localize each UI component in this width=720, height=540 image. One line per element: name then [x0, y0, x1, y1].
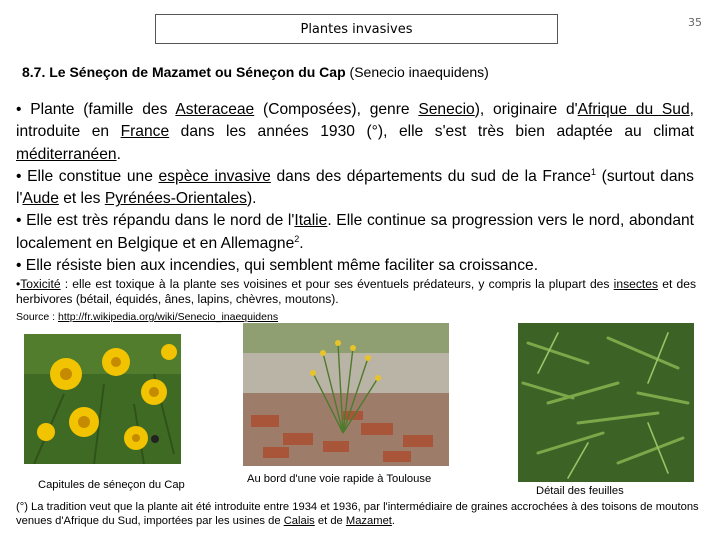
- text-run: (°) La tradition veut que la plante ait été introduite entre 1934 et 1936, par l'intermédiaire de graines accrochées à des toisons de moutons venues d'Afrique du Sud, importées par les usines de: [16, 501, 699, 527]
- bullet-origin: [16, 99, 694, 166]
- toxicity-note: [16, 277, 696, 307]
- section-title: [22, 64, 489, 80]
- page-number: 35: [688, 16, 702, 29]
- link-mediterraneen[interactable]: méditerranéen: [16, 145, 117, 163]
- caption-roadside: Au bord d'une voie rapide à Toulouse: [247, 473, 432, 485]
- text-run: ), originaire d': [474, 101, 578, 118]
- footnote-ref-2[interactable]: 2: [294, 233, 300, 244]
- text-run: • Elle constitue une: [16, 167, 159, 185]
- link-italie[interactable]: Italie: [294, 212, 328, 230]
- section-title-text: 8.7. Le Séneçon de Mazamet ou Séneçon du Cap: [22, 64, 346, 80]
- photo-leaves: [518, 323, 694, 482]
- text-run: et de: [314, 515, 346, 527]
- header-title: Plantes invasives: [300, 21, 413, 37]
- leaves-illustration: [518, 323, 694, 482]
- text-run: dans des départements du sud de la France: [270, 167, 591, 185]
- source-line: [16, 311, 278, 323]
- text-run: .: [116, 145, 121, 163]
- text-run: .: [391, 515, 396, 527]
- link-toxicite[interactable]: Toxicité: [20, 277, 61, 291]
- footnote: [16, 500, 710, 528]
- text-run: • Plante (famille des: [16, 101, 176, 118]
- text-run: (Composées), genre: [254, 101, 419, 118]
- bullet-italie: [16, 210, 694, 255]
- link-afrique-du-sud[interactable]: Afrique du Sud: [577, 101, 690, 118]
- text-run: : elle est toxique à la plante ses voisines et pour ses éventuels prédateurs, y compris la plupart des: [60, 277, 614, 291]
- footnote-ref-1[interactable]: 1: [590, 166, 596, 177]
- link-pyrenees-orientales[interactable]: Pyrénées-Orientales: [104, 190, 247, 208]
- link-insectes[interactable]: insectes: [613, 277, 659, 291]
- source-link[interactable]: http://fr.wikipedia.org/wiki/Senecio_inaequidens: [58, 311, 279, 323]
- link-espece-invasive[interactable]: espèce invasive: [158, 167, 271, 185]
- photo-flower-heads: [24, 334, 181, 464]
- link-calais[interactable]: Calais: [283, 515, 315, 527]
- text-run: ).: [246, 190, 257, 208]
- photo-roadside: [243, 323, 449, 466]
- slide-header: [155, 14, 558, 44]
- roadside-illustration: [243, 323, 449, 466]
- caption-leaves: Détail des feuilles: [536, 485, 624, 497]
- text-run: , introduite en: [16, 101, 694, 141]
- text-run: et les: [58, 190, 105, 208]
- section-title-scientific: (Senecio inaequidens): [349, 64, 489, 80]
- link-aude[interactable]: Aude: [22, 190, 59, 208]
- text-run: . Elle continue sa progression vers le nord, abondant localement en Belgique et en Allemagne: [16, 212, 694, 252]
- text-run: et des herbivores (bétail, équidés, ânes, lapins, chèvres, moutons).: [16, 277, 696, 306]
- bullet-incendies: • Elle résiste bien aux incendies, qui semblent même faciliter sa croissance.: [16, 257, 539, 275]
- bullet-invasive: [16, 166, 694, 211]
- source-label: Source :: [16, 311, 59, 323]
- link-asteraceae[interactable]: Asteraceae: [175, 101, 255, 118]
- flower-heads-illustration: [24, 334, 181, 464]
- text-run: • Elle est très répandu dans le nord de l': [16, 212, 295, 230]
- link-france[interactable]: France: [120, 123, 170, 141]
- text-run: •: [16, 277, 21, 291]
- link-senecio[interactable]: Senecio: [418, 101, 475, 118]
- caption-flower-heads: Capitules de séneçon du Cap: [38, 479, 185, 491]
- text-run: .: [299, 234, 304, 252]
- main-text: [16, 99, 694, 277]
- text-run: dans les années 1930 (°), elle s'est très bien adaptée au climat: [169, 123, 694, 141]
- link-mazamet[interactable]: Mazamet: [345, 515, 392, 527]
- text-run: (surtout dans l': [16, 167, 694, 208]
